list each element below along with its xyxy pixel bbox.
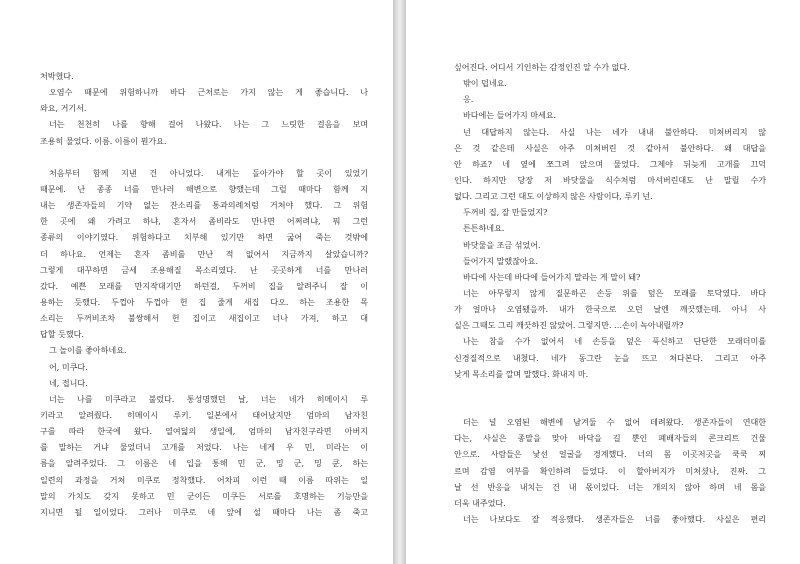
right-page-text xyxy=(454,59,766,527)
text-line: 처박혔다. xyxy=(40,71,74,81)
text-line: 어, 미쿠다. xyxy=(49,361,88,372)
text-line: 갔다. 예쁜 모래를 만지작대기만 하던걸, 두꺼비 집을 알려주니 잘 이 xyxy=(40,280,368,291)
text-line: 날 선 반응을 내치는 건 내 몫이었다. 너는 개의치 않아 하며 네 몸을 xyxy=(454,481,766,492)
text-line: 그렇게 대꾸하면 금세 조용해질 목소리였다. 난 곳곳하게 너를 만나러 xyxy=(40,264,368,275)
text-line: 가 얼마나 오염됐을까. 내가 한국으로 오던 날엔 깨끗했는데. 아니 사 xyxy=(454,304,766,315)
text-line: 소리는 두꺼비조차 불쌍해서 헌 집이고 새집이고 너나 가져, 하고 대 xyxy=(40,313,368,324)
text-line: 낮게 목소리를 깔며 말했다. 화내지 마. xyxy=(454,368,589,379)
text-line: 없다. 그리고 그런 대도 이상하지 않은 사람이다, 루키 넌. xyxy=(454,191,653,202)
text-line: 다는, 사실은 종말을 맞아 바닥을 길 뿐인 폐배자들의 콘크리트 건물 xyxy=(454,433,766,444)
text-line: 키라고 알려줬다. 히메이시 루키. 일본에서 태어났지만 엄마의 남자친 xyxy=(40,409,368,420)
text-line: 실은 그때도 그리 깨끗하진 않았어. 그렇지만. …손이 녹아내릴까? xyxy=(454,320,684,331)
text-line xyxy=(454,382,766,398)
text-line: 내는 생존자들의 기약 없는 잔소리를 통과의례처럼 거쳐야 했다. 그 위험 xyxy=(40,200,368,211)
text-line: 일련의 과정을 거쳐 미쿠로 정착했다. 어차피 이런 때 이름 따위는 일 xyxy=(40,474,368,485)
text-line: 그 놀이를 좋아하네요. xyxy=(49,345,127,356)
text-line: 안 하죠? 네 옆에 쪼그려 앉으며 물었다. 그제야 뒤늦게 고개를 끄덕 xyxy=(454,158,766,169)
text-line: 응. xyxy=(463,94,474,105)
book-gutter xyxy=(393,0,406,564)
text-line: 너는 아무렇지 않게 질문하곤 손등 위를 덮은 모래를 토닥였다. 바다 xyxy=(463,287,766,298)
text-line: 네, 접니다. xyxy=(49,377,88,388)
text-line: 은 것 같은데 사실은 아주 미쳐버린 것 같아서 불안하다. 왜 대답을 xyxy=(454,142,766,153)
text-line: 용하는 듯했다. 두껍아 두껍아 헌 집 줄게 새집 다오. 하는 조용한 목 xyxy=(40,296,368,307)
text-line: 두꺼비 집, 잘 만들었지? xyxy=(463,207,548,218)
text-line: 와요, 거기서. xyxy=(40,103,87,114)
text-line: 말의 가치도 갖지 못하고 민 군이든 미쿠든 서로를 호명하는 기능만을 xyxy=(40,490,368,501)
text-line: 지니면 될 일이었다. 그러나 미쿠로 네 앞에 설 때마다 나는 좀 죽고 xyxy=(40,506,368,517)
text-line: 안으로. 사람들은 낯선 얼굴을 경계했다. 너의 몸 이곳저곳을 쿡쿡 찌 xyxy=(454,449,766,460)
text-line: 너는 나보다도 잘 적응했다. 생존자들은 너를 좋아했다. 사실은 편리 xyxy=(463,513,766,524)
text-line: 밖이 덥네요. xyxy=(463,78,507,89)
left-page-text xyxy=(40,68,368,520)
text-line xyxy=(454,398,766,414)
text-line: 너는 천천히 나를 향해 걸어 나왔다. 나는 그 느릿한 걸음을 보며 xyxy=(49,119,368,130)
text-line xyxy=(40,149,368,165)
text-line: 인다. 하지만 당장 저 바닷물을 식수처럼 마셔버린대도 난 말릴 수가 xyxy=(454,174,766,185)
left-page xyxy=(0,0,393,564)
text-line: 나는 참을 수가 없어서 네 손등을 덮은 푹신하고 단단한 모래더미를 xyxy=(463,336,766,347)
text-line: 더는 널 오염된 해변에 남겨둘 수 없어 데려왔다. 생존자들이 연대한 xyxy=(463,417,766,428)
text-line: 답할 듯했다. xyxy=(40,329,84,340)
text-line: 넌 대답하지 않는다. 사실 나는 네가 내내 불안하다. 미쳐버리지 않 xyxy=(463,126,766,137)
text-line: 튼튼하네요. xyxy=(463,223,505,234)
text-line: 처음부터 함께 지낸 건 아니었다. 내게는 돌아가야 할 곳이 있었기 xyxy=(49,167,368,178)
text-line: 신경질적으로 내쳤다. 네가 동그란 눈을 뜨고 쳐다본다. 그리고 아주 xyxy=(454,352,766,363)
text-line: 르며 감염 여부를 확인하려 들었다. 이 할아버지가 미쳐셨나, 진짜. 그 xyxy=(454,465,766,476)
text-line: 바다에는 들어가지 마세요. xyxy=(463,110,557,121)
text-line: 종류의 이야기였다. 위험하다고 치부해 있기만 하면 굶어 죽는 것밖에 xyxy=(40,232,368,243)
text-line: 너는 나를 미쿠라고 불렀다. 통성명했던 날, 너는 네가 히메이시 루 xyxy=(49,393,368,404)
text-line: 오염수 때문에 위험하니까 바다 근처로는 가지 않는 게 좋습니다. 나 xyxy=(49,87,368,98)
text-line: 한 곳에 왜 가려고 하냐, 혼자서 좀비라도 만나면 어쩌려냐, 뭐 그런 xyxy=(40,216,368,227)
text-line: 바닷물을 조금 섞었어. xyxy=(463,239,541,250)
right-page xyxy=(406,0,800,564)
text-line: 더욱 내주었다. xyxy=(454,497,506,508)
text-line: 싶어진다. 어디서 기인하는 감정인진 알 수가 없다. xyxy=(454,62,630,72)
text-line: 름을 알려주었다. 그 이름은 네 입을 통해 민 군, 밍 군, 밍 쿤, 하는 xyxy=(40,458,368,469)
text-line: 바다에 사는데 바다에 들어가지 말라는 게 말이 돼? xyxy=(463,271,641,282)
text-line: 더 하나요. 언제는 혼자 좀비를 만난 적 없어서 지금까지 살았습니까? xyxy=(40,248,368,259)
text-line: 구를 따라 한국에 왔다. 열여덟의 생일에, 엄마의 남자친구라면 아버지 xyxy=(40,426,368,437)
text-line: 때문에. 난 종종 너를 만나러 해변으로 향했는데 그럴 때마다 함께 지 xyxy=(40,183,368,194)
text-line: 를 말하는 거냐 물었더니 고개를 저었다. 나는 네게 우 민, 미라는 이 xyxy=(40,442,368,453)
text-line: 들어가지 말랬잖아요. xyxy=(463,255,538,266)
text-line: 조용히 물었다. 이름. 이름이 뭔가요. xyxy=(40,135,167,146)
